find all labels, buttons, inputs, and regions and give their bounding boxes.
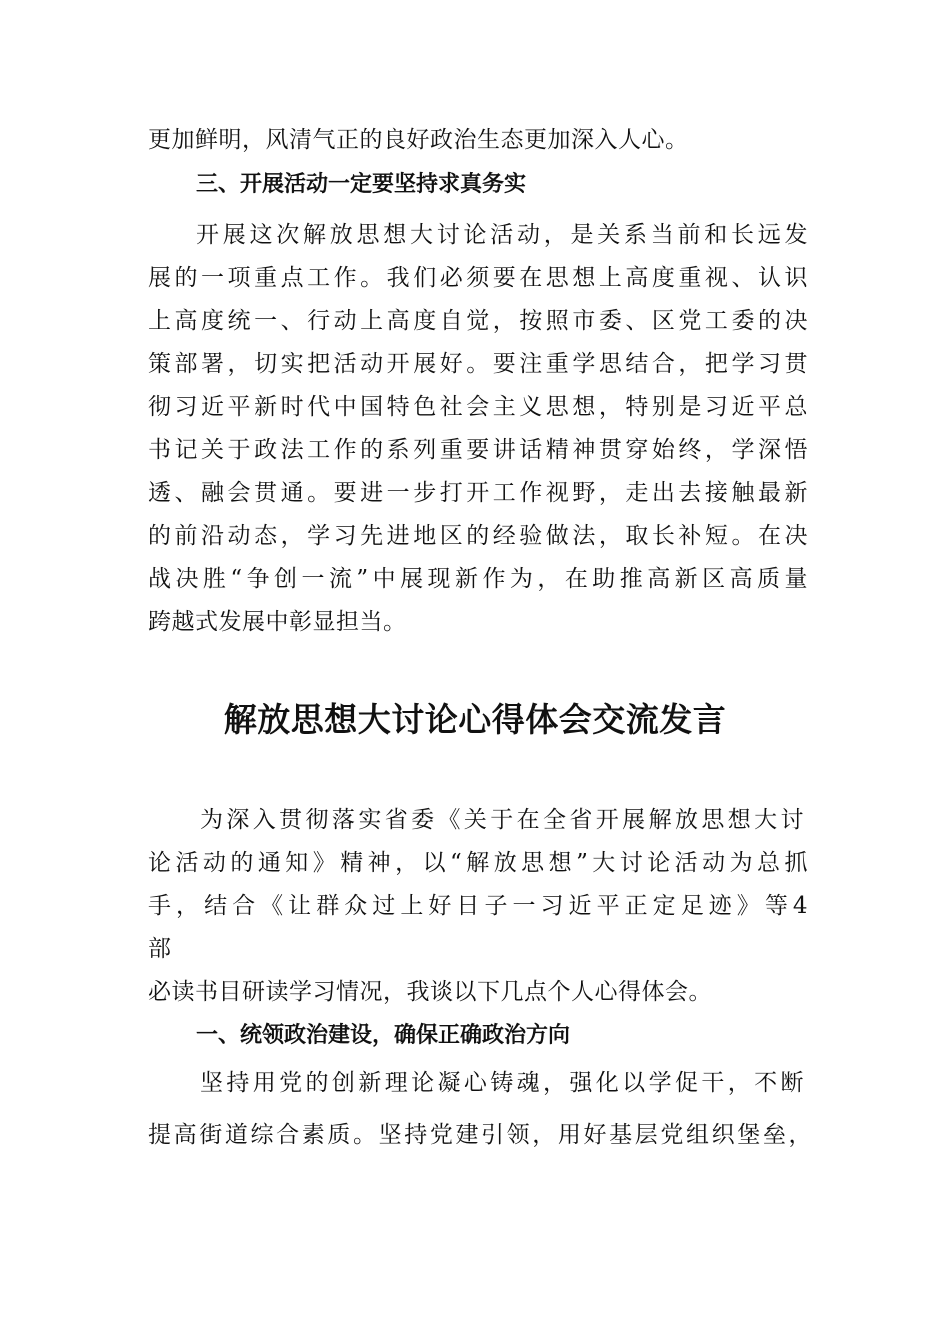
paragraph-line: 论活动的通知》精神，以“解放思想”大讨论活动为总抓 <box>148 850 808 876</box>
paragraph-line: 坚持用党的创新理论凝心铸魂，强化以学促干，不断 <box>200 1070 804 1096</box>
section-heading: 一、统领政治建设，确保正确政治方向 <box>196 1023 571 1048</box>
section-heading: 三、开展活动一定要坚持求真务实 <box>196 172 527 197</box>
paragraph-line: 开展这次解放思想大讨论活动，是关系当前和长远发 <box>196 222 808 248</box>
paragraph-line: 展的一项重点工作。我们必须要在思想上高度重视、认识 <box>148 265 808 291</box>
paragraph-line: 跨越式发展中彰显担当。 <box>148 609 407 635</box>
paragraph-line: 上高度统一、行动上高度自觉，按照市委、区党工委的决 <box>148 308 808 334</box>
paragraph-line: 彻习近平新时代中国特色社会主义思想，特别是习近平总 <box>148 394 808 420</box>
paragraph-line: 提高街道综合素质。坚持党建引领，用好基层党组织堡垒， <box>148 1122 812 1148</box>
paragraph-line: 书记关于政法工作的系列重要讲话精神贯穿始终，学深悟 <box>148 437 808 463</box>
paragraph-line: 策部署，切实把活动开展好。要注重学思结合，把学习贯 <box>148 351 808 377</box>
paragraph-line: 战决胜“争创一流”中展现新作为，在助推高新区高质量 <box>148 566 808 592</box>
paragraph-line: 为深入贯彻落实省委《关于在全省开展解放思想大讨 <box>200 807 804 833</box>
paragraph-line: 的前沿动态，学习先进地区的经验做法，取长补短。在决 <box>148 523 808 549</box>
paragraph-line: 部 <box>148 936 172 962</box>
paragraph-line: 手，结合《让群众过上好日子一习近平正定足迹》等4 <box>148 893 808 919</box>
paragraph-line: 更加鲜明，风清气正的良好政治生态更加深入人心。 <box>148 127 689 153</box>
article-title: 解放思想大讨论心得体会交流发言 <box>223 700 727 739</box>
paragraph-line: 必读书目研读学习情况，我谈以下几点个人心得体会。 <box>148 979 712 1005</box>
paragraph-line: 透、融会贯通。要进一步打开工作视野，走出去接触最新 <box>148 480 808 506</box>
